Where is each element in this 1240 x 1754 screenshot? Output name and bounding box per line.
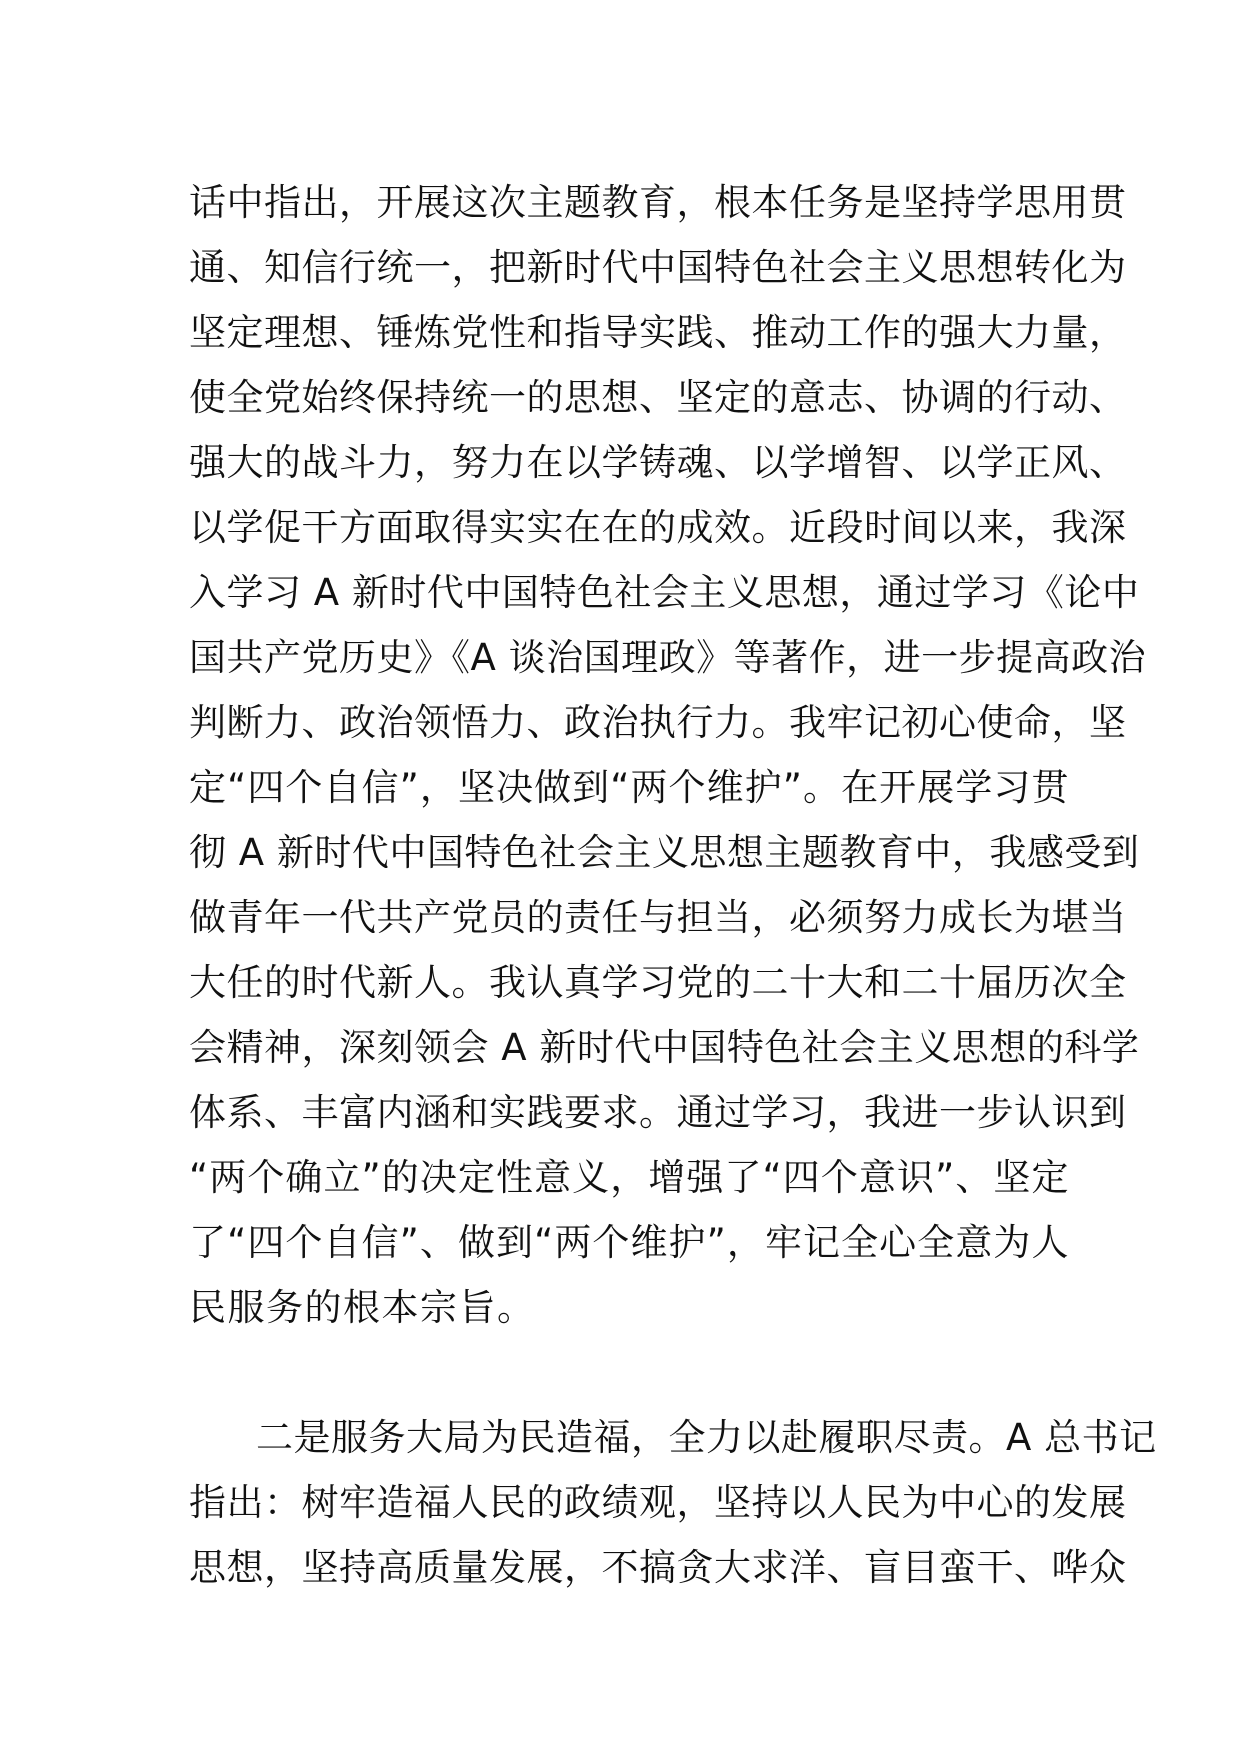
text-line: 民服务的根本宗旨。 xyxy=(189,1286,536,1329)
text-line: 会精神，深刻领会 A 新时代中国特色社会主义思想的科学 xyxy=(189,1026,1140,1069)
text-line: 体系、丰富内涵和实践要求。通过学习，我进一步认识到 xyxy=(189,1091,1127,1134)
text-line: 二是服务大局为民造福，全力以赴履职尽责。A 总书记 xyxy=(256,1416,1157,1459)
text-line: 使全党始终保持统一的思想、坚定的意志、协调的行动、 xyxy=(189,376,1127,419)
text-line: 指出：树牢造福人民的政绩观，坚持以人民为中心的发展 xyxy=(189,1481,1127,1524)
text-line: 以学促干方面取得实实在在的成效。近段时间以来，我深 xyxy=(189,506,1127,549)
text-line: 国共产党历史》《A 谈治国理政》等著作，进一步提高政治 xyxy=(189,636,1147,679)
text-line: 强大的战斗力，努力在以学铸魂、以学增智、以学正风、 xyxy=(189,441,1127,484)
text-line: 彻 A 新时代中国特色社会主义思想主题教育中，我感受到 xyxy=(189,831,1140,874)
text-line: “两个确立”的决定性意义，增强了“四个意识”、坚定 xyxy=(189,1156,1069,1199)
text-line: 话中指出，开展这次主题教育，根本任务是坚持学思用贯 xyxy=(189,181,1127,224)
text-line: 做青年一代共产党员的责任与担当，必须努力成长为堪当 xyxy=(189,896,1127,939)
text-line: 了“四个自信”、做到“两个维护”，牢记全心全意为人 xyxy=(189,1221,1069,1264)
text-line: 入学习 A 新时代中国特色社会主义思想，通过学习《论中 xyxy=(189,571,1140,614)
text-line: 坚定理想、锤炼党性和指导实践、推动工作的强大力量， xyxy=(189,311,1127,354)
text-line: 判断力、政治领悟力、政治执行力。我牢记初心使命，坚 xyxy=(189,701,1127,744)
text-line: 通、知信行统一，把新时代中国特色社会主义思想转化为 xyxy=(189,246,1127,289)
text-line: 定“四个自信”，坚决做到“两个维护”。在开展学习贯 xyxy=(189,766,1069,809)
text-line: 大任的时代新人。我认真学习党的二十大和二十届历次全 xyxy=(189,961,1127,1004)
text-line: 思想，坚持高质量发展，不搞贪大求洋、盲目蛮干、哗众 xyxy=(189,1546,1127,1589)
